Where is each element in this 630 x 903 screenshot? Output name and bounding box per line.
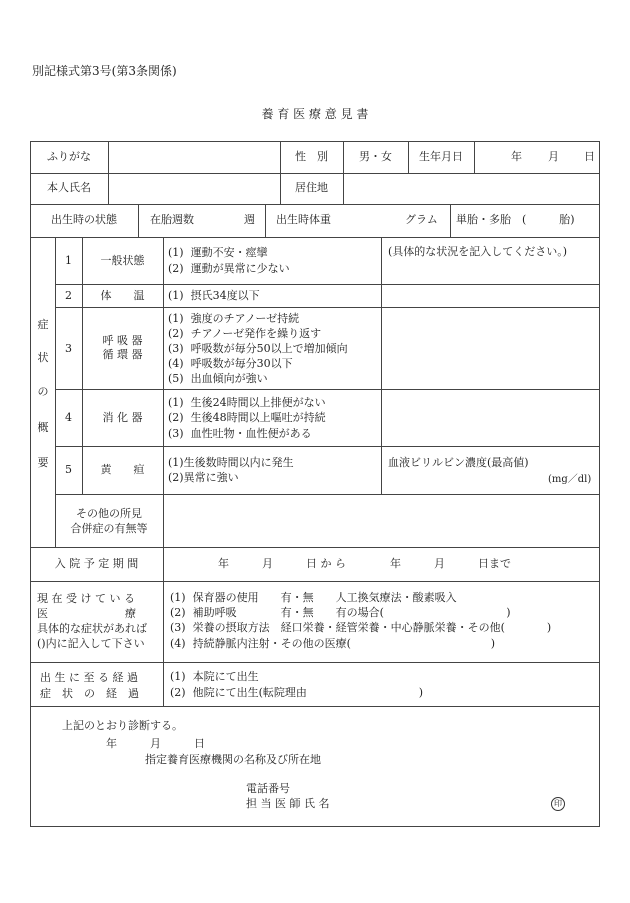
symptom-option[interactable]: (1)生後数時間以内に発生 <box>168 456 294 469</box>
symptom-name: 一般状態 <box>100 254 145 267</box>
doctor-name-label: 担 当 医 師 氏 名 <box>246 797 330 810</box>
address-field[interactable] <box>345 175 598 202</box>
diagnosis-date[interactable]: 年 月 日 <box>106 737 205 750</box>
sex-label: 性 別 <box>295 150 328 163</box>
admission-label: 入 院 予 定 期 間 <box>54 557 139 570</box>
treatment-option[interactable]: (1) 保育器の使用 有・無 人工換気療法・酸素吸入 <box>170 591 457 604</box>
detail-header: (具体的な状況を記入してください。) <box>388 245 568 258</box>
symptom-option[interactable]: (2) チアノーゼ発作を繰り返す <box>168 327 322 340</box>
birth-type[interactable]: 単胎・多胎 ( 胎) <box>456 213 575 226</box>
birth-course-option[interactable]: (2) 他院にて出生(転院理由 ) <box>170 686 424 699</box>
gestation-label: 在胎週数 <box>150 213 194 226</box>
address-label: 居住地 <box>295 181 328 194</box>
form-number: 別記様式第3号(第3条関係) <box>32 64 177 78</box>
sex-options[interactable]: 男・女 <box>359 150 392 163</box>
form-title: 養 育 医 療 意 見 書 <box>261 107 369 121</box>
symptom-section-char: 症 <box>37 318 49 331</box>
dob-label: 生年月日 <box>419 150 463 163</box>
birth-course-label: 出 生 に 至 る 経 過 症 状 の 経 過 <box>40 671 139 700</box>
symptom-section-char: の <box>37 385 49 398</box>
symptom-option[interactable]: (2) 生後48時間以上嘔吐が持続 <box>168 411 326 424</box>
symptom-number: 3 <box>65 342 72 355</box>
symptom-name: 黄 疸 <box>100 463 145 476</box>
gestation-unit: 週 <box>244 213 255 226</box>
symptom-number: 4 <box>65 411 72 424</box>
current-treatment-label: 現 在 受 け て い る 医 療 具体的な症状があれば ()内に記入して下さい <box>37 592 147 650</box>
symptom-option[interactable]: (3) 血性吐物・血性便がある <box>168 427 312 440</box>
diagnosis-statement: 上記のとおり診断する。 <box>62 719 183 732</box>
bilirubin-label: 血液ビリルビン濃度(最高値) <box>388 456 529 469</box>
name-field[interactable] <box>110 175 278 202</box>
other-findings-label: その他の所見 合併症の有無等 <box>70 507 148 535</box>
symptom-option[interactable]: (5) 出血傾向が強い <box>168 372 268 385</box>
dob-month: 月 <box>548 150 559 163</box>
symptom-name: 呼 吸 器 循 環 器 <box>102 334 143 361</box>
symptom-option[interactable]: (1) 生後24時間以上排便がない <box>168 396 326 409</box>
symptom-number: 2 <box>65 289 72 302</box>
treatment-option[interactable]: (4) 持続静脈内注射・その他の医療( ) <box>170 637 496 650</box>
symptom-option[interactable]: (1) 運動不安・痙攣 <box>168 246 268 259</box>
birth-course-option[interactable]: (1) 本院にて出生 <box>170 670 259 683</box>
bilirubin-unit: (mg／dl) <box>548 474 592 485</box>
symptom-number: 1 <box>65 254 72 267</box>
furigana-label: ふりがな <box>47 150 91 163</box>
symptom-option[interactable]: (2) 運動が異常に少ない <box>168 262 290 275</box>
treatment-option[interactable]: (2) 補助呼吸 有・無 有の場合( ) <box>170 606 511 619</box>
symptom-number: 5 <box>65 463 72 476</box>
symptom-option[interactable]: (4) 呼吸数が毎分30以下 <box>168 357 293 370</box>
dob-day: 日 <box>584 150 595 163</box>
symptom-section-char: 要 <box>37 456 49 469</box>
symptom-name: 消 化 器 <box>102 411 143 424</box>
name-label: 本人氏名 <box>47 181 91 194</box>
furigana-field[interactable] <box>110 143 278 171</box>
admission-period[interactable]: 年 月 日 か ら 年 月 日まで <box>218 557 511 570</box>
other-findings-field[interactable] <box>165 496 598 545</box>
symptom-option[interactable]: (1) 摂氏34度以下 <box>168 289 260 302</box>
symptom-section-char: 状 <box>37 351 49 364</box>
institution-label: 指定養育医療機関の名称及び所在地 <box>145 753 321 766</box>
symptom-name: 体 温 <box>100 289 145 302</box>
birth-state-label: 出生時の状態 <box>51 213 117 226</box>
symptom-option[interactable]: (2)異常に強い <box>168 471 239 484</box>
dob-year: 年 <box>511 150 522 163</box>
phone-label: 電話番号 <box>246 782 290 795</box>
birth-weight-unit: グラム <box>405 213 438 226</box>
symptom-section-char: 概 <box>37 421 49 434</box>
symptom-option[interactable]: (3) 呼吸数が毎分50以上で増加傾向 <box>168 342 348 355</box>
treatment-option[interactable]: (3) 栄養の摂取方法 経口栄養・経管栄養・中心静脈栄養・その他( ) <box>170 621 552 634</box>
birth-weight-label: 出生時体重 <box>276 213 331 226</box>
symptom-option[interactable]: (1) 強度のチアノーゼ持続 <box>168 312 300 325</box>
seal-mark: 印 <box>551 797 565 811</box>
